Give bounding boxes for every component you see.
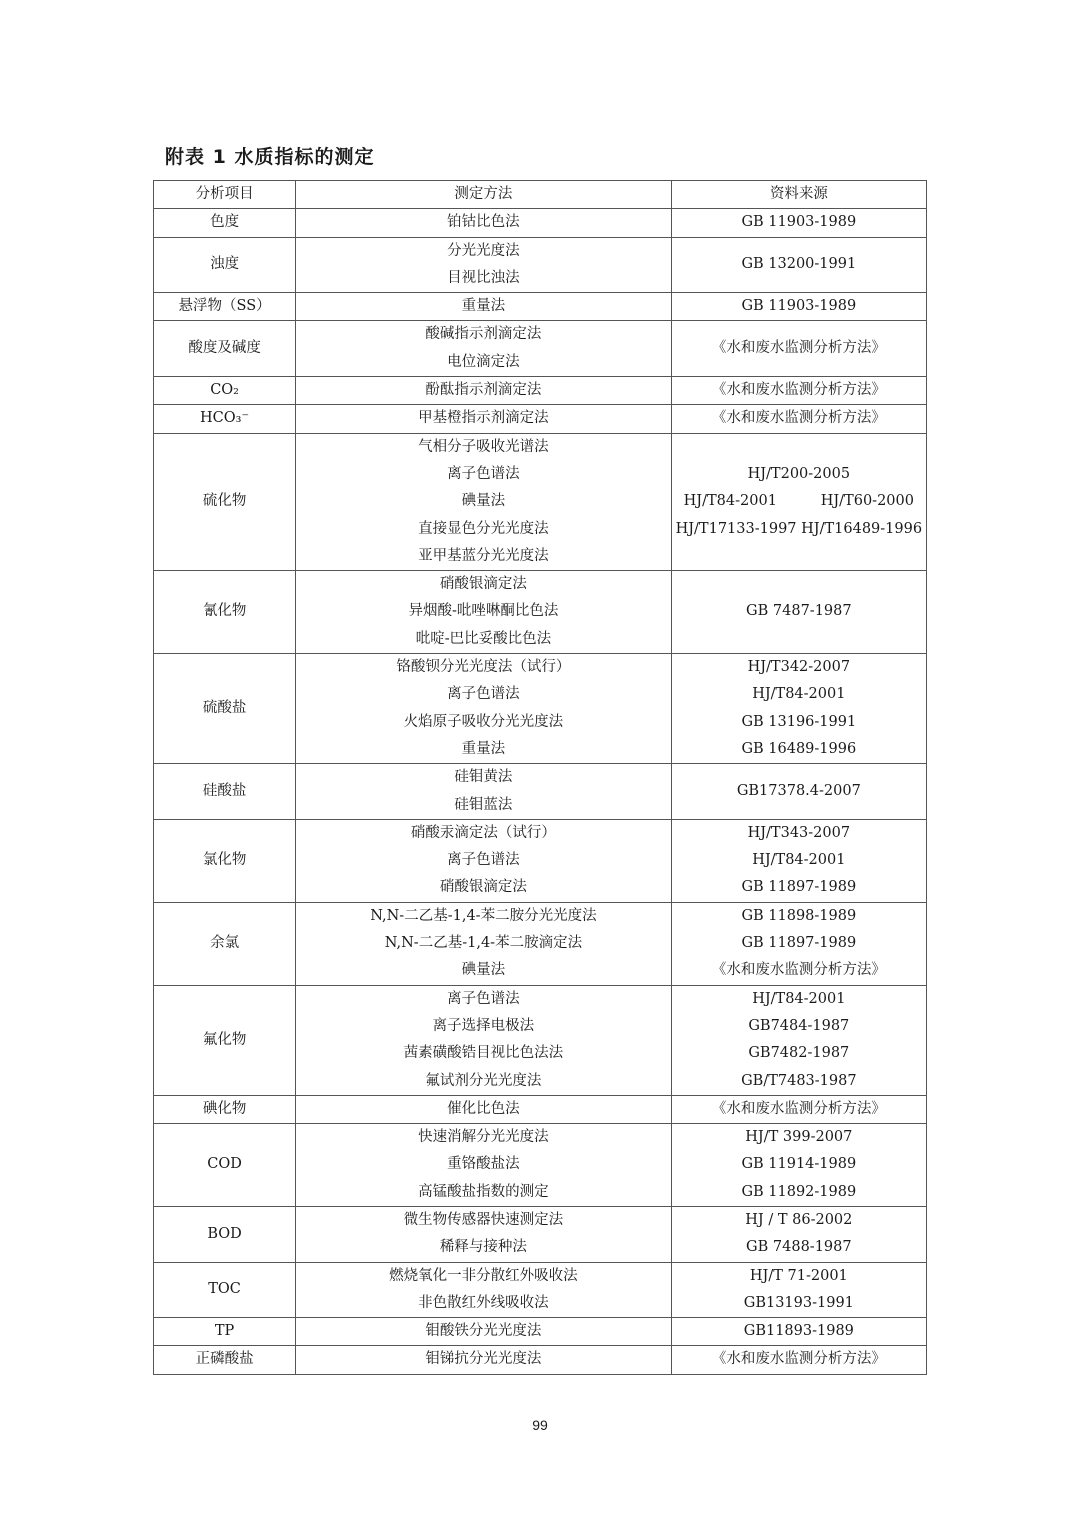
source-line-pair xyxy=(672,488,926,515)
source-cell xyxy=(671,377,926,405)
source-line: GB 7488-1987 xyxy=(746,1239,852,1256)
analysis-item-cell: 氯化物 xyxy=(154,819,296,902)
method-line: 硝酸汞滴定法（试行） xyxy=(410,824,556,841)
method-line: 催化比色法 xyxy=(447,1100,520,1117)
method-cell xyxy=(296,433,671,570)
analysis-item-cell: 氟化物 xyxy=(154,985,296,1095)
analysis-item-cell: 硫化物 xyxy=(154,433,296,570)
table-row xyxy=(154,377,927,405)
source-line: GB 11914-1989 xyxy=(741,1156,857,1173)
source-line: HJ/T84-2001 xyxy=(683,493,777,510)
method-line: 重量法 xyxy=(461,298,506,315)
method-cell xyxy=(296,1124,671,1207)
method-line: 目视比浊法 xyxy=(447,269,520,286)
source-line: 《水和废水监测分析方法》 xyxy=(711,410,886,427)
source-line: GB17378.4-2007 xyxy=(736,782,861,799)
source-line: HJ/T60-2000 xyxy=(820,493,914,510)
method-line: 铂钴比色法 xyxy=(447,214,520,231)
source-cell xyxy=(671,902,926,985)
source-line: GB11893-1989 xyxy=(743,1323,854,1340)
method-line: 碘量法 xyxy=(461,962,506,979)
analysis-item-cell: 余氯 xyxy=(154,902,296,985)
method-line: 火焰原子吸收分光光度法 xyxy=(403,713,564,730)
method-line: 硅钼黄法 xyxy=(454,769,513,786)
source-cell xyxy=(671,571,926,654)
method-line: 亚甲基蓝分光光度法 xyxy=(418,547,549,564)
method-cell xyxy=(296,1206,671,1262)
source-cell xyxy=(671,433,926,570)
source-cell xyxy=(671,985,926,1095)
source-cell xyxy=(671,819,926,902)
table-row xyxy=(154,1124,927,1207)
source-cell xyxy=(671,321,926,377)
source-line: HJ/T84-2001 xyxy=(752,990,846,1007)
table-row xyxy=(154,209,927,237)
method-line: 微生物传感器快速测定法 xyxy=(403,1211,564,1228)
method-line: 茜素磺酸锆目视比色法法 xyxy=(403,1045,564,1062)
table-row xyxy=(154,819,927,902)
table-row xyxy=(154,1095,927,1123)
method-line: 硝酸银滴定法 xyxy=(439,879,527,896)
analysis-item-cell: 色度 xyxy=(154,209,296,237)
method-line: 稀释与接种法 xyxy=(439,1239,527,1256)
method-line: 钼锑抗分光光度法 xyxy=(425,1351,542,1368)
source-line: GB 11903-1989 xyxy=(741,298,857,315)
analysis-item-cell: 硅酸盐 xyxy=(154,764,296,820)
method-line: 高锰酸盐指数的测定 xyxy=(418,1183,549,1200)
source-line: GB13193-1991 xyxy=(743,1294,854,1311)
analysis-item-cell: HCO₃⁻ xyxy=(154,405,296,433)
method-cell xyxy=(296,293,671,321)
method-cell xyxy=(296,764,671,820)
table-row xyxy=(154,571,927,654)
source-cell xyxy=(671,1095,926,1123)
source-line: GB 13200-1991 xyxy=(741,256,857,273)
source-line: 《水和废水监测分析方法》 xyxy=(711,382,886,399)
table-row xyxy=(154,1206,927,1262)
source-line: HJ/T17133-1997 HJ/T16489-1996 xyxy=(675,520,923,537)
source-line: GB7482-1987 xyxy=(748,1045,850,1062)
analysis-item-cell: 浊度 xyxy=(154,237,296,293)
table-row xyxy=(154,902,927,985)
method-cell xyxy=(296,321,671,377)
header-source: 资料来源 xyxy=(671,181,926,209)
method-line: 快速消解分光光度法 xyxy=(418,1129,549,1146)
source-line: HJ/T200-2005 xyxy=(747,465,851,482)
method-line: 离子选择电极法 xyxy=(432,1017,535,1034)
table-row xyxy=(154,654,927,764)
table-row xyxy=(154,985,927,1095)
source-cell xyxy=(671,405,926,433)
source-cell xyxy=(671,209,926,237)
analysis-item-cell: TP xyxy=(154,1318,296,1346)
method-line: 重铬酸盐法 xyxy=(447,1156,520,1173)
table-header-row xyxy=(154,181,927,209)
method-line: 离子色谱法 xyxy=(447,852,520,869)
method-line: 燃烧氧化一非分散红外吸收法 xyxy=(389,1267,578,1284)
analysis-item-cell: 悬浮物（SS） xyxy=(154,293,296,321)
header-method: 测定方法 xyxy=(296,181,671,209)
document-title: 附表 1 水质指标的测定 xyxy=(165,146,375,168)
method-line: 离子色谱法 xyxy=(447,686,520,703)
table-row xyxy=(154,293,927,321)
source-line: GB7484-1987 xyxy=(748,1017,850,1034)
source-cell xyxy=(671,654,926,764)
method-line: 离子色谱法 xyxy=(447,465,520,482)
source-cell xyxy=(671,1124,926,1207)
method-cell xyxy=(296,377,671,405)
method-cell xyxy=(296,902,671,985)
method-line: 异烟酸-吡唑啉酮比色法 xyxy=(408,603,559,620)
source-line: GB 7487-1987 xyxy=(746,603,852,620)
method-cell xyxy=(296,1262,671,1318)
table-row xyxy=(154,237,927,293)
analysis-item-cell: TOC xyxy=(154,1262,296,1318)
analysis-item-cell: 氰化物 xyxy=(154,571,296,654)
method-line: 气相分子吸收光谱法 xyxy=(418,438,549,455)
analysis-item-cell: 酸度及碱度 xyxy=(154,321,296,377)
table-body xyxy=(154,209,927,1374)
analysis-item-cell: COD xyxy=(154,1124,296,1207)
method-line: 硅钼蓝法 xyxy=(454,796,513,813)
method-cell xyxy=(296,209,671,237)
method-line: 离子色谱法 xyxy=(447,990,520,1007)
method-line: 非色散红外线吸收法 xyxy=(418,1294,549,1311)
method-line: 碘量法 xyxy=(461,493,506,510)
method-cell xyxy=(296,654,671,764)
source-cell xyxy=(671,1318,926,1346)
source-line: GB 11898-1989 xyxy=(741,907,857,924)
method-line: 氟试剂分光光度法 xyxy=(425,1072,542,1089)
source-line: GB 13196-1991 xyxy=(741,713,857,730)
analysis-item-cell: 碘化物 xyxy=(154,1095,296,1123)
source-cell xyxy=(671,1262,926,1318)
method-cell xyxy=(296,985,671,1095)
method-line: 分光光度法 xyxy=(447,242,520,259)
source-line: HJ/T84-2001 xyxy=(752,852,846,869)
source-line: HJ/T342-2007 xyxy=(747,659,851,676)
analysis-item-cell: CO₂ xyxy=(154,377,296,405)
source-line: HJ/T84-2001 xyxy=(752,686,846,703)
analysis-item-cell: 正磷酸盐 xyxy=(154,1346,296,1374)
table-row xyxy=(154,1346,927,1374)
source-line: HJ / T 86-2002 xyxy=(745,1211,853,1228)
source-line: HJ/T343-2007 xyxy=(747,824,851,841)
source-cell xyxy=(671,764,926,820)
method-line: 酚酞指示剂滴定法 xyxy=(425,382,542,399)
method-cell xyxy=(296,1346,671,1374)
method-cell xyxy=(296,405,671,433)
method-line: 吡啶-巴比妥酸比色法 xyxy=(415,630,552,647)
method-line: N,N-二乙基-1,4-苯二胺滴定法 xyxy=(384,935,583,952)
analysis-item-cell: BOD xyxy=(154,1206,296,1262)
source-cell xyxy=(671,237,926,293)
source-cell xyxy=(671,1346,926,1374)
table-row xyxy=(154,321,927,377)
source-line: 《水和废水监测分析方法》 xyxy=(711,962,886,979)
method-cell xyxy=(296,1095,671,1123)
source-line: 《水和废水监测分析方法》 xyxy=(711,1351,886,1368)
method-line: 酸碱指示剂滴定法 xyxy=(425,326,542,343)
source-line: GB 11903-1989 xyxy=(741,214,857,231)
source-line: GB/T7483-1987 xyxy=(741,1072,857,1089)
table-row xyxy=(154,1318,927,1346)
source-line: GB 11897-1989 xyxy=(741,935,857,952)
source-cell xyxy=(671,1206,926,1262)
table-row xyxy=(154,405,927,433)
method-line: 硝酸银滴定法 xyxy=(439,576,527,593)
analysis-item-cell: 硫酸盐 xyxy=(154,654,296,764)
method-cell xyxy=(296,1318,671,1346)
table-row xyxy=(154,764,927,820)
method-line: N,N-二乙基-1,4-苯二胺分光光度法 xyxy=(370,907,597,924)
page-number: 99 xyxy=(532,1417,548,1433)
method-line: 电位滴定法 xyxy=(447,353,520,370)
method-line: 甲基橙指示剂滴定法 xyxy=(418,410,549,427)
source-cell xyxy=(671,293,926,321)
table-row xyxy=(154,433,927,570)
water-quality-table xyxy=(153,180,927,1375)
method-cell xyxy=(296,571,671,654)
method-cell xyxy=(296,237,671,293)
method-line: 重量法 xyxy=(461,740,506,757)
table-row xyxy=(154,1262,927,1318)
source-line: 《水和废水监测分析方法》 xyxy=(711,340,886,357)
source-line: HJ/T 399-2007 xyxy=(745,1129,853,1146)
method-cell xyxy=(296,819,671,902)
source-line: GB 16489-1996 xyxy=(741,740,857,757)
source-line: GB 11897-1989 xyxy=(741,879,857,896)
method-line: 钼酸铁分光光度法 xyxy=(425,1323,542,1340)
source-line: HJ/T 71-2001 xyxy=(749,1267,848,1284)
method-line: 直接显色分光光度法 xyxy=(418,520,549,537)
source-line: 《水和废水监测分析方法》 xyxy=(711,1100,886,1117)
source-line: GB 11892-1989 xyxy=(741,1183,857,1200)
method-line: 铬酸钡分光光度法（试行） xyxy=(396,659,571,676)
header-item: 分析项目 xyxy=(154,181,296,209)
